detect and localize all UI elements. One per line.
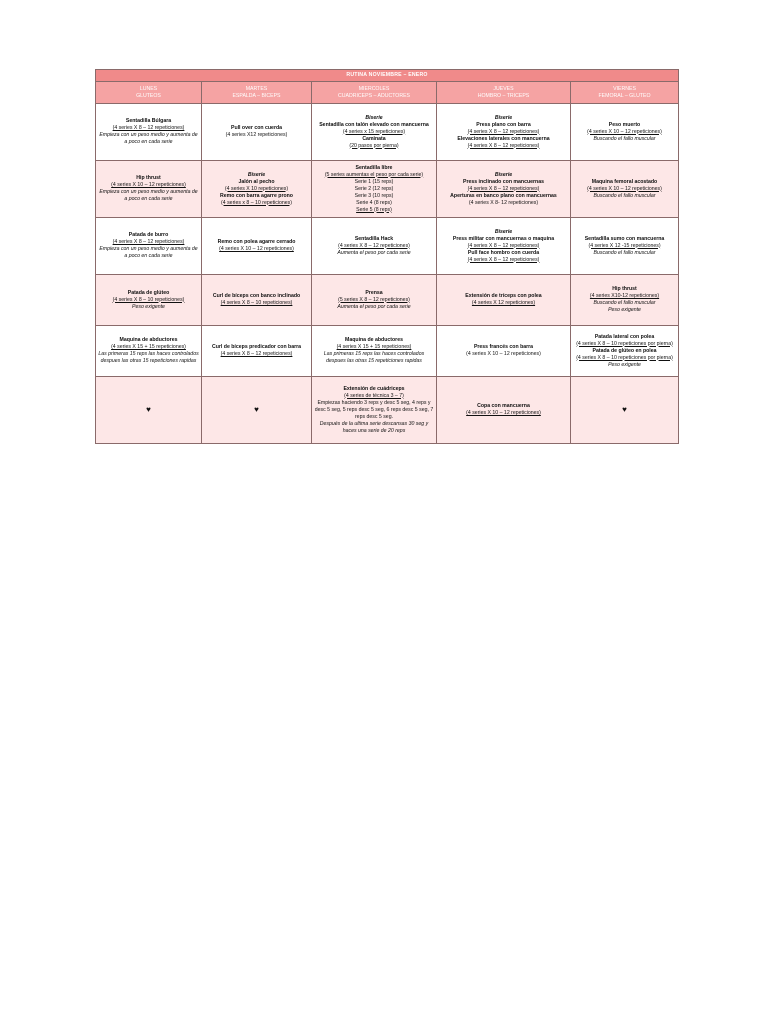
exercise-detail: (4 series X 8 – 12 repeticiones) [467, 185, 540, 192]
routine-body [96, 104, 679, 444]
exercise-detail: (4 series X 8 – 12 repeticiones) [467, 242, 540, 249]
heart-icon: ♥ [146, 404, 151, 414]
table-row [96, 104, 679, 161]
exercise-cell [571, 218, 679, 275]
exercise-name: Patada de glúteo [127, 289, 170, 296]
heart-icon: ♥ [254, 404, 259, 414]
exercise-name: Press plano con barra [476, 121, 531, 128]
exercise-name: Hip thrust [612, 286, 637, 292]
table-row [96, 377, 679, 444]
superset-label: Biserie [365, 114, 383, 121]
exercise-note: Las primeras 15 reps las haces controlados despues las otras 15 repeticiones rapidas [98, 351, 199, 364]
exercise-cell [437, 104, 571, 161]
exercise-detail: (4 series X 8 – 10 repeticiones) [220, 300, 293, 306]
table-row [96, 218, 679, 275]
exercise-detail: (4 series X 10 – 12 repeticiones) [587, 128, 662, 135]
exercise-cell [202, 104, 312, 161]
exercise-cell [202, 326, 312, 377]
exercise-name: Pull face hombro con cuerda [467, 249, 540, 256]
exercise-note: Aumenta el peso por cada serie [337, 249, 411, 256]
exercise-name: Extensión de tríceps con polea [465, 293, 542, 299]
exercise-detail: Serie 3 (10 reps) [354, 192, 394, 199]
exercise-note: Peso exigente [132, 303, 165, 310]
exercise-detail: (4 series X 8 – 12 repeticiones) [467, 142, 540, 149]
exercise-detail: (5 series aumentas el peso por cada serie) [324, 171, 424, 178]
exercise-note: Después de la ultima serie descansas 30 seg y haces una serie de 20 reps [319, 420, 429, 434]
exercise-name: Patada lateral con polea [594, 333, 655, 340]
header-wednesday [312, 82, 437, 104]
exercise-cell [437, 161, 571, 218]
exercise-note: Empieza con un peso medio y aumenta de a poco en cada serie [99, 132, 198, 145]
exercise-cell [312, 326, 437, 377]
exercise-cell [571, 326, 679, 377]
exercise-name: Maquina de abductores [119, 337, 178, 343]
exercise-cell [571, 377, 679, 444]
header-focus: FEMORAL – GLUTEO [598, 92, 651, 99]
exercise-detail: (4 series x 15 repeticiones) [342, 128, 406, 135]
exercise-detail: (4 series X 8 – 12 repeticiones) [112, 239, 185, 245]
exercise-detail: Serie 2 (12 reps) [354, 185, 394, 192]
exercise-note: Empieza con un peso medio y aumenta de a poco en cada serie [99, 189, 198, 202]
exercise-name: Caminata [362, 135, 386, 142]
superset-label: Biserie [247, 171, 266, 178]
exercise-cell [202, 218, 312, 275]
exercise-detail: (4 series X 12 repeticiones) [471, 300, 536, 306]
exercise-name: Press militar con mancuernas o maquina [452, 235, 555, 242]
exercise-cell [312, 218, 437, 275]
exercise-detail: (4 series X 8 – 10 repeticiones por pierna) [576, 340, 673, 347]
exercise-note: Buscando el fallo muscular [593, 135, 656, 142]
exercise-cell [312, 104, 437, 161]
exercise-detail: (4 series X 10 – 12 repeticiones) [466, 351, 541, 357]
exercise-name: Prensa [365, 289, 383, 296]
exercise-name: Curl de bíceps predicador con barra [211, 344, 302, 350]
exercise-detail: (4 series de técnica 3 – 7) [344, 392, 404, 399]
exercise-detail: (4 series X 8 – 12 repeticiones) [467, 256, 540, 263]
exercise-name: Peso muerto [608, 121, 641, 128]
exercise-note: Buscando el fallo muscular [593, 300, 656, 306]
exercise-detail: (4 series X12 repeticiones) [225, 132, 288, 138]
table-row [96, 275, 679, 326]
superset-label: Biserie [494, 171, 513, 178]
superset-label: Biserie [494, 228, 513, 235]
exercise-name: Hip thrust [136, 175, 161, 181]
exercise-name: Maquina femoral acostado [591, 178, 658, 185]
exercise-note: Peso exigente [608, 307, 641, 313]
exercise-detail: (20 pasos por pierna) [349, 142, 399, 149]
exercise-detail: (4 series X 12 -15 repeticiones) [588, 242, 661, 249]
header-day: MARTES [245, 85, 268, 92]
exercise-name: Curl de bíceps con banco inclinado [212, 293, 301, 299]
exercise-detail: (4 series X 8 – 12 repeticiones) [220, 351, 293, 357]
exercise-name: Sentadilla libre [355, 164, 393, 171]
exercise-name: Pull over con cuerda [230, 125, 283, 131]
header-friday [571, 82, 679, 104]
exercise-name: Aperturas en banco plano con mancuernas [450, 192, 557, 199]
exercise-name: Extensión de cuádriceps [343, 385, 405, 392]
exercise-detail: Serie 1 (15 reps) [354, 178, 394, 185]
exercise-cell [437, 275, 571, 326]
exercise-note: Aumenta el peso por cada serie [337, 303, 411, 310]
exercise-detail: (4 series X 15 + 15 repeticiones) [111, 344, 186, 350]
exercise-detail: (4 series X 8 – 12 repeticiones) [338, 242, 410, 249]
exercise-detail: (4 series X 10 – 12 repeticiones) [466, 410, 541, 416]
exercise-cell [437, 218, 571, 275]
exercise-note: Empieza con un peso medio y aumenta de a poco en cada serie [99, 246, 198, 259]
exercise-detail: Serie 4 (8 reps) [356, 199, 392, 206]
exercise-name: Elevaciones laterales con mancuerna [457, 135, 550, 142]
exercise-cell [96, 377, 202, 444]
table-row [96, 161, 679, 218]
exercise-name: Jalón al pecho [238, 178, 275, 185]
exercise-name: Patada de burro [128, 232, 169, 238]
exercise-detail: (4 series X 8 – 12 repeticiones) [467, 128, 540, 135]
exercise-detail: (5 series X 8 – 12 repeticiones) [338, 296, 410, 303]
header-monday [96, 82, 202, 104]
exercise-detail: (4 series X 15 + 15 repeticiones) [336, 344, 412, 350]
exercise-name: Remo con polea agarre cerrado [217, 239, 296, 245]
exercise-cell [312, 161, 437, 218]
exercise-cell [96, 275, 202, 326]
exercise-detail: (4 series X 10 – 12 repeticiones) [111, 182, 186, 188]
superset-label: Biserie [494, 114, 513, 121]
table-title: RUTINA NOVIEMBRE – ENERO [96, 70, 679, 82]
routine-table [95, 69, 679, 444]
header-focus: GLUTEOS [136, 92, 161, 99]
exercise-name: Sentadilla sumo con mancuerna [584, 235, 665, 242]
table-row [96, 326, 679, 377]
header-focus: HOMBRO – TRICEPS [477, 92, 530, 99]
exercise-cell [96, 161, 202, 218]
exercise-note: Peso exigente [608, 361, 641, 368]
exercise-name: Sentadilla con talón elevado con mancuerna [319, 121, 429, 128]
exercise-name: Press inclinado con mancuernas [462, 178, 544, 185]
exercise-cell [96, 218, 202, 275]
exercise-cell [96, 104, 202, 161]
header-day: LUNES [139, 85, 158, 92]
exercise-cell [571, 275, 679, 326]
exercise-note: Buscando el fallo muscular [593, 249, 656, 256]
exercise-detail: (4 series X 8 – 10 repeticiones) [112, 296, 185, 303]
exercise-cell [312, 377, 437, 444]
exercise-detail: (4 series X 10 – 12 repeticiones) [587, 185, 662, 192]
exercise-name: Press francés con barra [473, 344, 534, 350]
heart-icon: ♥ [622, 404, 627, 414]
exercise-detail: Empiezas haciendo 3 reps y desc 5 seg, 4 reps y desc 5 seg, 5 reps desc 5 seg, 6 reps desc 5 seg, 7 reps desc 5 seg. [314, 399, 434, 420]
exercise-cell [202, 377, 312, 444]
exercise-detail: (4 series X10-12 repeticiones) [589, 293, 660, 299]
exercise-detail: (4 series X 8 – 12 repeticiones) [112, 125, 185, 131]
exercise-detail: (4 series X 8 – 10 repeticiones por pierna) [576, 354, 673, 361]
exercise-cell [202, 161, 312, 218]
exercise-note: Las primeras 15 reps las haces controlados despues las otras 15 repeticiones rapidas [323, 351, 425, 364]
header-tuesday [202, 82, 312, 104]
exercise-name: Copa con mancuerna [477, 403, 530, 409]
header-thursday [437, 82, 571, 104]
header-focus: CUADRICEPS – ADUCTORES [338, 92, 410, 99]
exercise-cell [202, 275, 312, 326]
exercise-cell [312, 275, 437, 326]
exercise-name: Sentadilla Hack [354, 235, 394, 242]
exercise-name: Sentadilla Búlgara [125, 118, 172, 124]
header-focus: ESPALDA – BICEPS [232, 92, 281, 99]
header-day: VIERNES [613, 85, 636, 92]
exercise-detail: (4 series X 8- 12 repeticiones) [468, 199, 539, 206]
exercise-note: Buscando el fallo muscular [593, 192, 656, 199]
exercise-cell [571, 161, 679, 218]
header-day: JUEVES [493, 85, 514, 92]
exercise-cell [571, 104, 679, 161]
exercise-name: Maquina de abductores [345, 337, 403, 343]
exercise-cell [96, 326, 202, 377]
exercise-cell [437, 377, 571, 444]
exercise-detail: (4 series x 8 – 10 repeticiones) [221, 199, 292, 206]
exercise-name: Patada de glúteo en polea [592, 347, 657, 354]
exercise-detail: (4 series X 10 repeticiones) [224, 185, 289, 192]
header-day: MIERCOLES [358, 85, 390, 92]
exercise-name: Remo con barra agarre prono [220, 192, 293, 199]
exercise-cell [437, 326, 571, 377]
exercise-detail: Serie 5 (8 reps) [356, 206, 392, 213]
exercise-detail: (4 series X 10 – 12 repeticiones) [219, 246, 294, 252]
